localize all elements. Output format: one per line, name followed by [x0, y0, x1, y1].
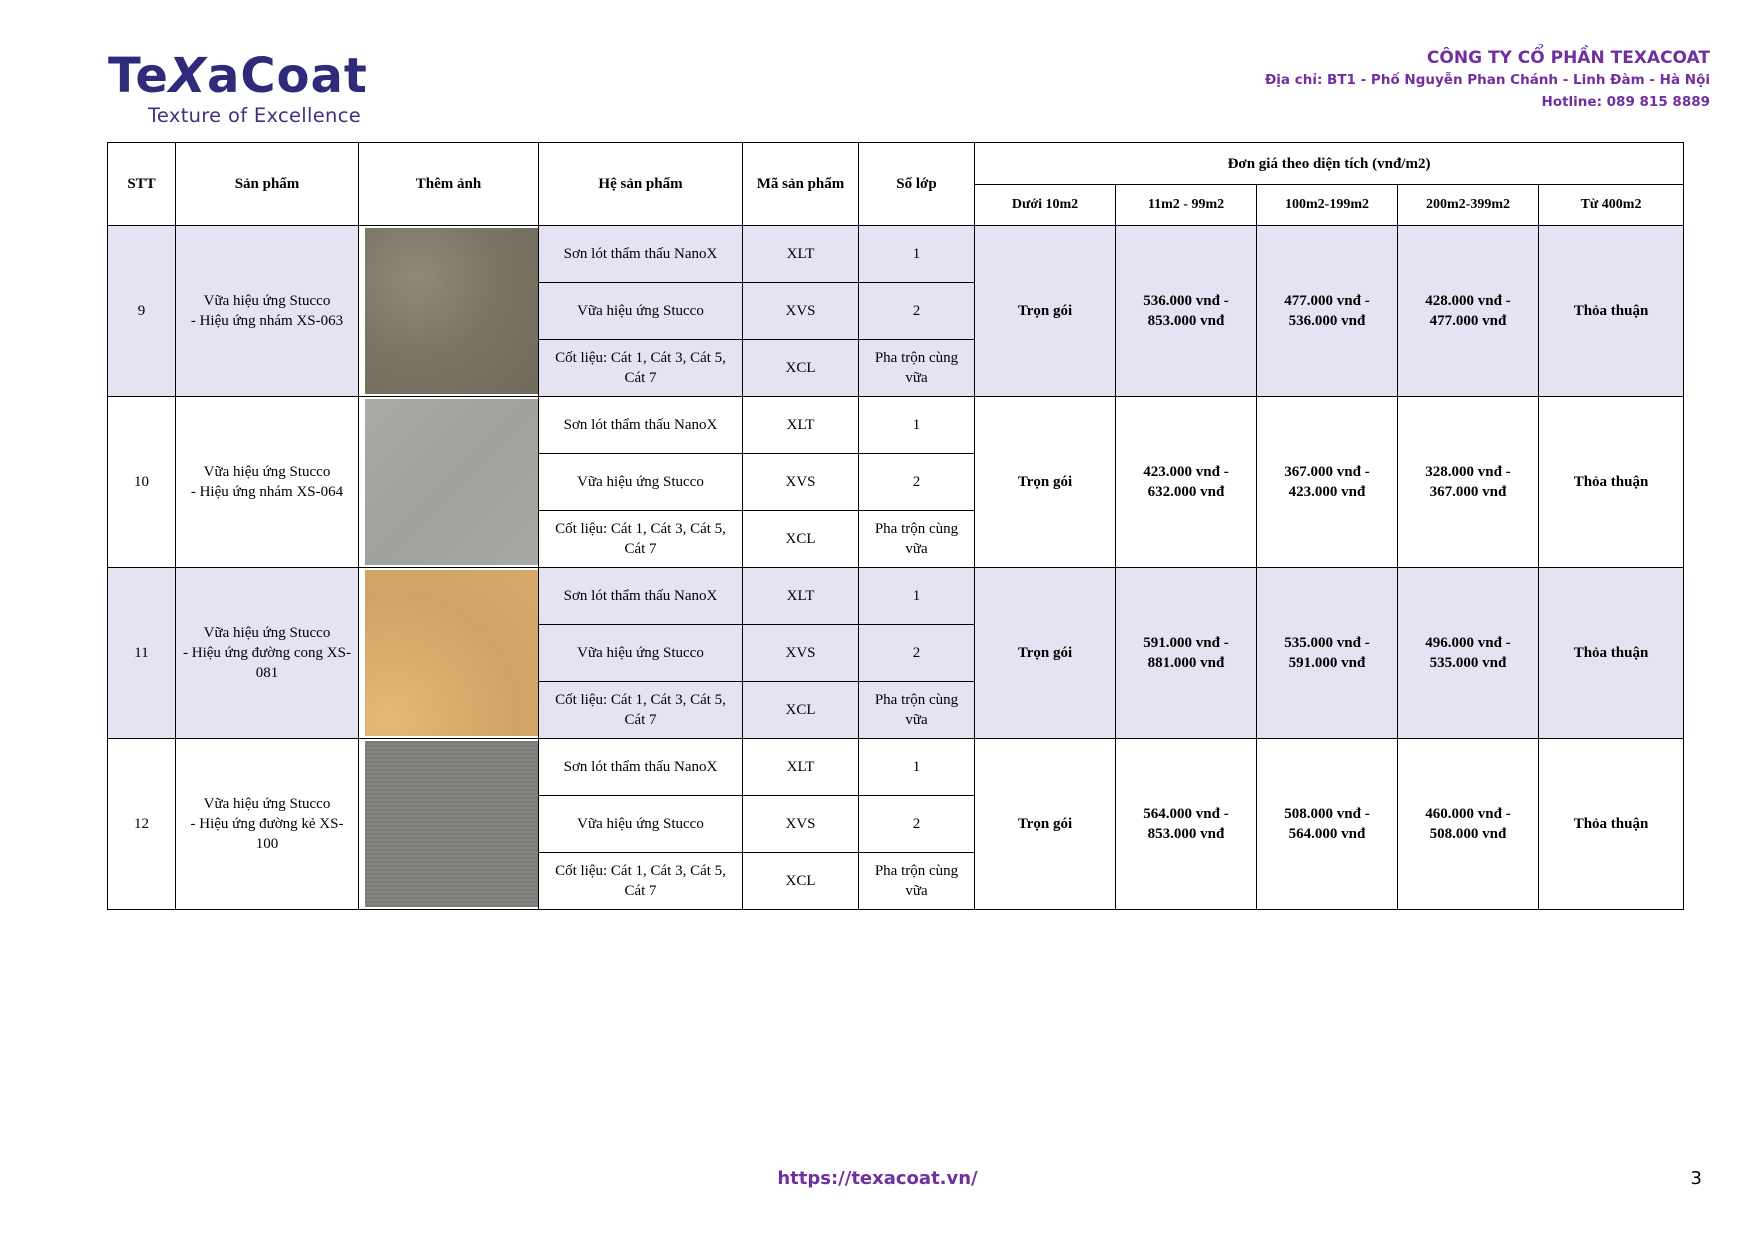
- company-hotline: Hotline: 089 815 8889: [1541, 94, 1710, 110]
- code-cell: XCL: [743, 853, 859, 910]
- code-cell: XVS: [743, 625, 859, 682]
- texture-swatch: [365, 228, 539, 394]
- code-cell: XCL: [743, 511, 859, 568]
- layers-cell: 1: [859, 226, 975, 283]
- company-info: [1265, 48, 1710, 110]
- code-cell: XLT: [743, 568, 859, 625]
- product-cell: Vữa hiệu ứng Stucco - Hiệu ứng nhám XS-063: [176, 226, 359, 397]
- texture-swatch: [365, 570, 539, 736]
- layers-cell: 2: [859, 283, 975, 340]
- price-cell: Thỏa thuận: [1539, 739, 1684, 910]
- price-cell: Thỏa thuận: [1539, 568, 1684, 739]
- system-cell: Cốt liệu: Cát 1, Cát 3, Cát 5, Cát 7: [539, 340, 743, 397]
- website-link[interactable]: https://texacoat.vn/: [777, 1168, 978, 1189]
- system-cell: Sơn lót thẩm thấu NanoX: [539, 226, 743, 283]
- stt-cell: 9: [108, 226, 176, 397]
- header-product: Sản phẩm: [176, 143, 359, 226]
- system-cell: Cốt liệu: Cát 1, Cát 3, Cát 5, Cát 7: [539, 682, 743, 739]
- price-table: [107, 142, 1684, 910]
- product-image: [359, 226, 539, 397]
- company-address: Địa chỉ: BT1 - Phố Nguyễn Phan Chánh - Linh Đàm - Hà Nội: [1264, 72, 1710, 88]
- layers-cell: 2: [859, 796, 975, 853]
- header-tier: 200m2-399m2: [1398, 185, 1539, 226]
- logo-wordmark: TeXaCoat: [108, 48, 368, 104]
- price-cell: 460.000 vnđ - 508.000 vnđ: [1398, 739, 1539, 910]
- table-row: [108, 568, 1684, 625]
- company-logo: [108, 48, 368, 127]
- texture-swatch: [365, 741, 539, 907]
- code-cell: XLT: [743, 739, 859, 796]
- price-cell: 328.000 vnđ - 367.000 vnđ: [1398, 397, 1539, 568]
- price-cell: 535.000 vnđ - 591.000 vnđ: [1257, 568, 1398, 739]
- layers-cell: 1: [859, 397, 975, 454]
- header-stt: STT: [108, 143, 176, 226]
- layers-cell: Pha trộn cùng vữa: [859, 682, 975, 739]
- system-cell: Cốt liệu: Cát 1, Cát 3, Cát 5, Cát 7: [539, 511, 743, 568]
- code-cell: XLT: [743, 226, 859, 283]
- header-tier: 11m2 - 99m2: [1116, 185, 1257, 226]
- price-cell: Trọn gói: [975, 226, 1116, 397]
- company-name: CÔNG TY CỔ PHẦN TEXACOAT: [1426, 48, 1710, 68]
- product-cell: Vữa hiệu ứng Stucco - Hiệu ứng đường cong XS-081: [176, 568, 359, 739]
- layers-cell: Pha trộn cùng vữa: [859, 853, 975, 910]
- code-cell: XVS: [743, 283, 859, 340]
- layers-cell: Pha trộn cùng vữa: [859, 340, 975, 397]
- product-image: [359, 568, 539, 739]
- code-cell: XLT: [743, 397, 859, 454]
- price-cell: 367.000 vnđ - 423.000 vnđ: [1257, 397, 1398, 568]
- header-price-group: Đơn giá theo diện tích (vnđ/m2): [975, 143, 1684, 185]
- stt-cell: 11: [108, 568, 176, 739]
- page-number: 3: [1690, 1168, 1702, 1189]
- code-cell: XVS: [743, 454, 859, 511]
- system-cell: Sơn lót thẩm thấu NanoX: [539, 397, 743, 454]
- system-cell: Cốt liệu: Cát 1, Cát 3, Cát 5, Cát 7: [539, 853, 743, 910]
- header-tier: Dưới 10m2: [975, 185, 1116, 226]
- price-cell: 496.000 vnđ - 535.000 vnđ: [1398, 568, 1539, 739]
- price-cell: 564.000 vnđ - 853.000 vnđ: [1116, 739, 1257, 910]
- price-cell: Thỏa thuận: [1539, 226, 1684, 397]
- header-system: Hệ sản phẩm: [539, 143, 743, 226]
- price-cell: 423.000 vnđ - 632.000 vnđ: [1116, 397, 1257, 568]
- layers-cell: 2: [859, 625, 975, 682]
- system-cell: Sơn lót thẩm thấu NanoX: [539, 568, 743, 625]
- price-cell: 508.000 vnđ - 564.000 vnđ: [1257, 739, 1398, 910]
- header-layers: Số lớp: [859, 143, 975, 226]
- stt-cell: 12: [108, 739, 176, 910]
- logo-tagline: Texture of Excellence: [148, 104, 362, 127]
- product-image: [359, 739, 539, 910]
- price-cell: Thỏa thuận: [1539, 397, 1684, 568]
- price-cell: Trọn gói: [975, 739, 1116, 910]
- code-cell: XCL: [743, 340, 859, 397]
- table-row: [108, 226, 1684, 283]
- price-cell: 477.000 vnđ - 536.000 vnđ: [1257, 226, 1398, 397]
- system-cell: Vữa hiệu ứng Stucco: [539, 454, 743, 511]
- product-image: [359, 397, 539, 568]
- product-cell: Vữa hiệu ứng Stucco - Hiệu ứng nhám XS-064: [176, 397, 359, 568]
- table-row: [108, 739, 1684, 796]
- header-tier: 100m2-199m2: [1257, 185, 1398, 226]
- texture-swatch: [365, 399, 539, 565]
- header-image: Thêm ảnh: [359, 143, 539, 226]
- system-cell: Sơn lót thẩm thấu NanoX: [539, 739, 743, 796]
- layers-cell: 1: [859, 739, 975, 796]
- layers-cell: 1: [859, 568, 975, 625]
- price-cell: 428.000 vnđ - 477.000 vnđ: [1398, 226, 1539, 397]
- product-cell: Vữa hiệu ứng Stucco - Hiệu ứng đường kẻ XS-100: [176, 739, 359, 910]
- system-cell: Vữa hiệu ứng Stucco: [539, 625, 743, 682]
- price-cell: 591.000 vnđ - 881.000 vnđ: [1116, 568, 1257, 739]
- code-cell: XCL: [743, 682, 859, 739]
- header-code: Mã sản phẩm: [743, 143, 859, 226]
- layers-cell: Pha trộn cùng vữa: [859, 511, 975, 568]
- layers-cell: 2: [859, 454, 975, 511]
- price-cell: Trọn gói: [975, 568, 1116, 739]
- price-cell: 536.000 vnđ - 853.000 vnđ: [1116, 226, 1257, 397]
- system-cell: Vữa hiệu ứng Stucco: [539, 796, 743, 853]
- stt-cell: 10: [108, 397, 176, 568]
- system-cell: Vữa hiệu ứng Stucco: [539, 283, 743, 340]
- code-cell: XVS: [743, 796, 859, 853]
- header-tier: Từ 400m2: [1539, 185, 1684, 226]
- price-cell: Trọn gói: [975, 397, 1116, 568]
- table-row: [108, 397, 1684, 454]
